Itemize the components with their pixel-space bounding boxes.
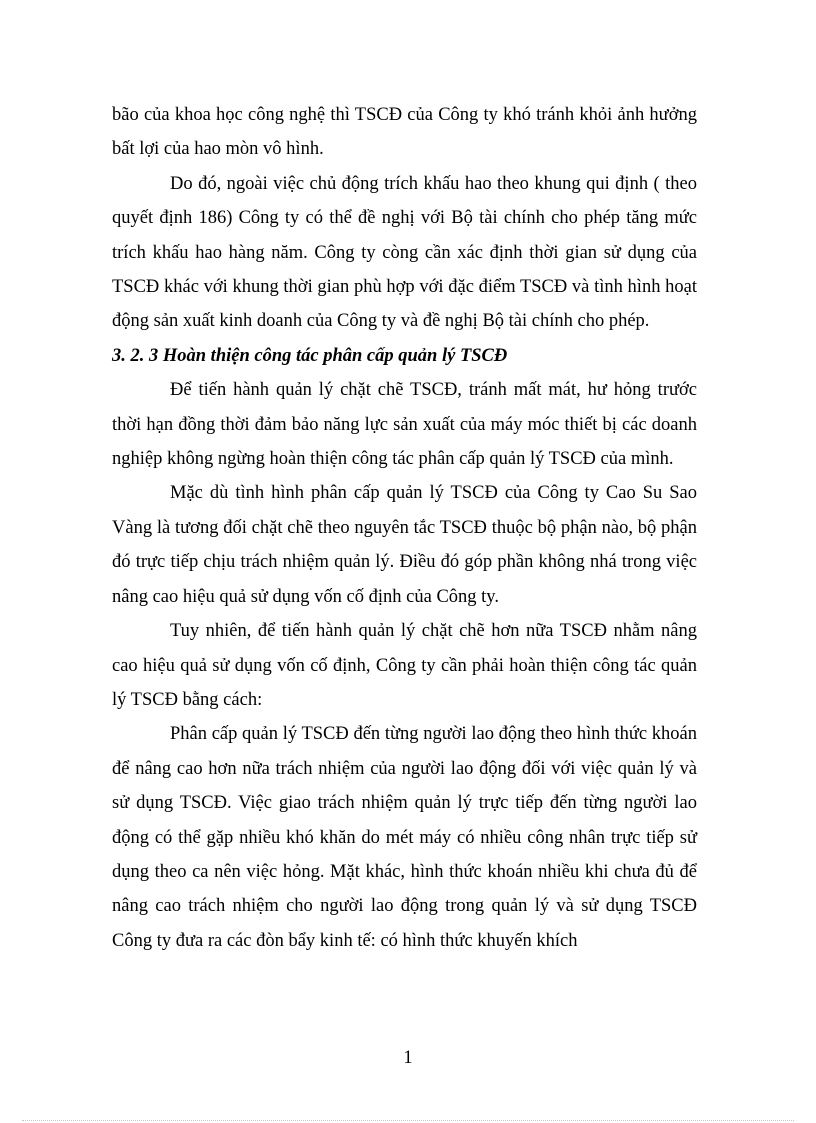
paragraph-however: Tuy nhiên, để tiến hành quản lý chặt chẽ hơn nữa TSCĐ nhằm nâng cao hiệu quả sử dụng vốn cố định, Công ty cần phải hoàn thiện công tác quản lý TSCĐ bằng cách: [112, 621, 697, 710]
paragraph-company-situation: Mặc dù tình hình phân cấp quản lý TSCĐ của Công ty Cao Su Sao Vàng là tương đối chặt chẽ theo nguyên tắc TSCĐ thuộc bộ phận nào, bộ phận đó trực tiếp chịu trách nhiệm quản lý. Điều đó góp phần không nhá trong việc nâng cao hiệu quả sử dụng vốn cố định của Công ty. [112, 483, 697, 607]
page-number: 1 [403, 1048, 413, 1068]
page-bottom-divider [22, 1120, 794, 1121]
paragraph-decentralization: Phân cấp quản lý TSCĐ đến từng người lao động theo hình thức khoán để nâng cao hơn nữa trách nhiệm của người lao động đối với việc quản lý và sử dụng TSCĐ. Việc giao trách nhiệm quản lý trực tiếp đến từng người lao động có thể gặp nhiều khó khăn do mét máy có nhiều công nhân trực tiếp sử dụng theo ca nên việc hỏng. Mặt khác, hình thức khoán nhiều khi chưa đủ để nâng cao trách nhiệm cho người lao động trong quản lý và sử dụng TSCĐ Công ty đưa ra các đòn bẩy kinh tế: có hình thức khuyến khích [112, 724, 697, 951]
paragraph-depreciation: Do đó, ngoài việc chủ động trích khấu hao theo khung qui định ( theo quyết định 186) Công ty có thể đề nghị với Bộ tài chính cho phép tăng mức trích khấu hao hàng năm. Công ty còng cần xác định thời gian sử dụng của TSCĐ khác với khung thời gian phù hợp với đặc điểm TSCĐ và tình hình hoạt động sản xuất kinh doanh của Công ty và đề nghị Bộ tài chính cho phép. [112, 173, 697, 332]
paragraph-continuation: bão của khoa học công nghệ thì TSCĐ của Công ty khó tránh khỏi ảnh hưởng bất lợi của hao mòn vô hình. [112, 105, 697, 160]
document-body [112, 98, 697, 958]
paragraph-management-intro: Để tiến hành quản lý chặt chẽ TSCĐ, tránh mất mát, hư hỏng trước thời hạn đồng thời đảm bảo năng lực sản xuất của máy móc thiết bị các doanh nghiệp không ngừng hoàn thiện công tác phân cấp quản lý TSCĐ của mình. [112, 380, 697, 470]
section-heading: 3. 2. 3 Hoàn thiện công tác phân cấp quản lý TSCĐ [112, 345, 508, 366]
